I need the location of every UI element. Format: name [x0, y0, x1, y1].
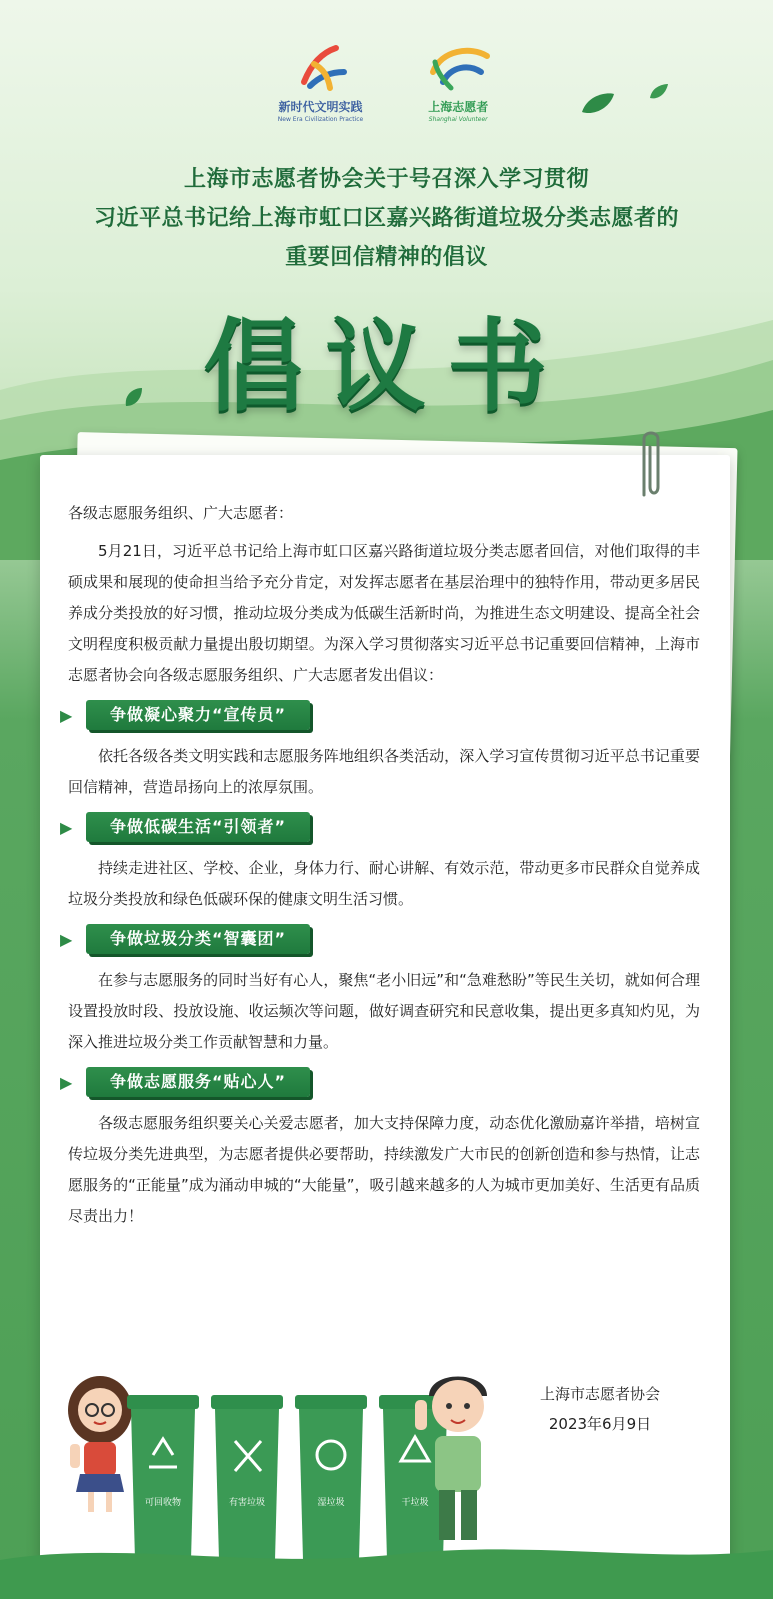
bin-label-wet: 湿垃圾	[317, 1498, 345, 1508]
section-heading-2: 争做低碳生活“引领者”	[86, 812, 310, 842]
bin-label-dry: 干垃圾	[401, 1498, 429, 1508]
triangle-arrow-icon: ▶	[60, 705, 73, 725]
triangle-arrow-icon: ▶	[60, 929, 73, 949]
paperclip-icon	[630, 425, 670, 505]
bin-label-recyclable: 可回收物	[144, 1498, 182, 1508]
triangle-arrow-icon: ▶	[60, 817, 73, 837]
intro-paragraph: 5月21日，习近平总书记给上海市虹口区嘉兴路街道垃圾分类志愿者回信，对他们取得的丰硕成果和展现的使命担当给予充分肯定，对发挥志愿者在基层治理中的独特作用，带动更多居民养成分类投放的好习惯，推动垃圾分类成为低碳生活新时尚，为推进生态文明建设、提高全社会文明程度积极贡献力量提出殷切期望。为深入学习贯彻落实习近平总书记重要回信精神，上海市志愿者协会向各级志愿服务组织、广大志愿者发出倡议：	[68, 542, 700, 684]
new-era-logo	[278, 42, 363, 123]
section-head-2	[60, 809, 700, 845]
section-head-3	[60, 921, 700, 957]
bin-wet	[295, 1395, 367, 1560]
big-title: 倡议书	[203, 307, 570, 425]
new-era-logo-en: New Era Civilization Practice	[277, 116, 364, 123]
section-body-3: 在参与志愿服务的同时当好有心人，聚焦“老小旧远”和“急难愁盼”等民生关切，就如何合理设置投放时段、投放设施、收运频次等问题，做好调查研究和民意收集，提出更多真知灼见，为深入推进垃圾分类工作贡献智慧和力量。	[68, 971, 700, 1051]
section-heading-4: 争做志愿服务“贴心人”	[86, 1067, 310, 1097]
new-era-emblem-icon	[284, 42, 358, 94]
bin-label-hazardous: 有害垃圾	[228, 1498, 266, 1508]
logo-bar	[0, 42, 773, 123]
document-title	[0, 160, 773, 277]
shanghai-volunteer-logo-cn: 上海志愿者	[428, 100, 489, 114]
letter-content	[60, 498, 700, 1232]
grass-ground	[0, 1540, 773, 1599]
bin-hazardous	[211, 1395, 283, 1560]
section-head-4	[60, 1064, 700, 1100]
new-era-logo-cn: 新时代文明实践	[278, 100, 363, 114]
shanghai-volunteer-emblem-icon	[421, 42, 495, 94]
section-body-4: 各级志愿服务组织要关心关爱志愿者，加大支持保障力度，动态优化激励嘉许举措，培树宣传垃圾分类先进典型，为志愿者提供必要帮助，持续激发广大市民的创新创造和参与热情，让志愿服务的“正能量”成为涌动申城的“大能量”，吸引越来越多的人为城市更加美好、生活更有品质尽责出力！	[68, 1114, 700, 1225]
signature-date: 2023年6月9日	[548, 1415, 652, 1433]
greeting: 各级志愿服务组织、广大志愿者：	[68, 504, 294, 522]
shanghai-volunteer-logo-en: Shanghai Volunteer	[428, 116, 488, 123]
title-line-3: 重要回信精神的倡议	[285, 245, 488, 270]
section-body-2: 持续走进社区、学校、企业，身体力行、耐心讲解、有效示范，带动更多市民群众自觉养成垃圾分类投放和绿色低碳环保的健康文明生活习惯。	[68, 859, 700, 908]
section-heading-1: 争做凝心聚力“宣传员”	[86, 700, 310, 730]
section-head-1	[60, 697, 700, 733]
section-heading-3: 争做垃圾分类“智囊团”	[86, 924, 310, 954]
signature-org: 上海市志愿者协会	[539, 1385, 660, 1403]
title-line-1: 上海市志愿者协会关于号召深入学习贯彻	[183, 167, 589, 192]
bin-recyclable	[127, 1395, 199, 1560]
shanghai-volunteer-logo	[421, 42, 495, 123]
boy-cartoon-icon	[415, 1360, 501, 1550]
section-body-1: 依托各级各类文明实践和志愿服务阵地组织各类活动，深入学习宣传贯彻习近平总书记重要回信精神，营造昂扬向上的浓厚氛围。	[68, 747, 700, 796]
title-line-2: 习近平总书记给上海市虹口区嘉兴路街道垃圾分类志愿者的	[93, 206, 679, 231]
triangle-arrow-icon: ▶	[60, 1072, 73, 1092]
